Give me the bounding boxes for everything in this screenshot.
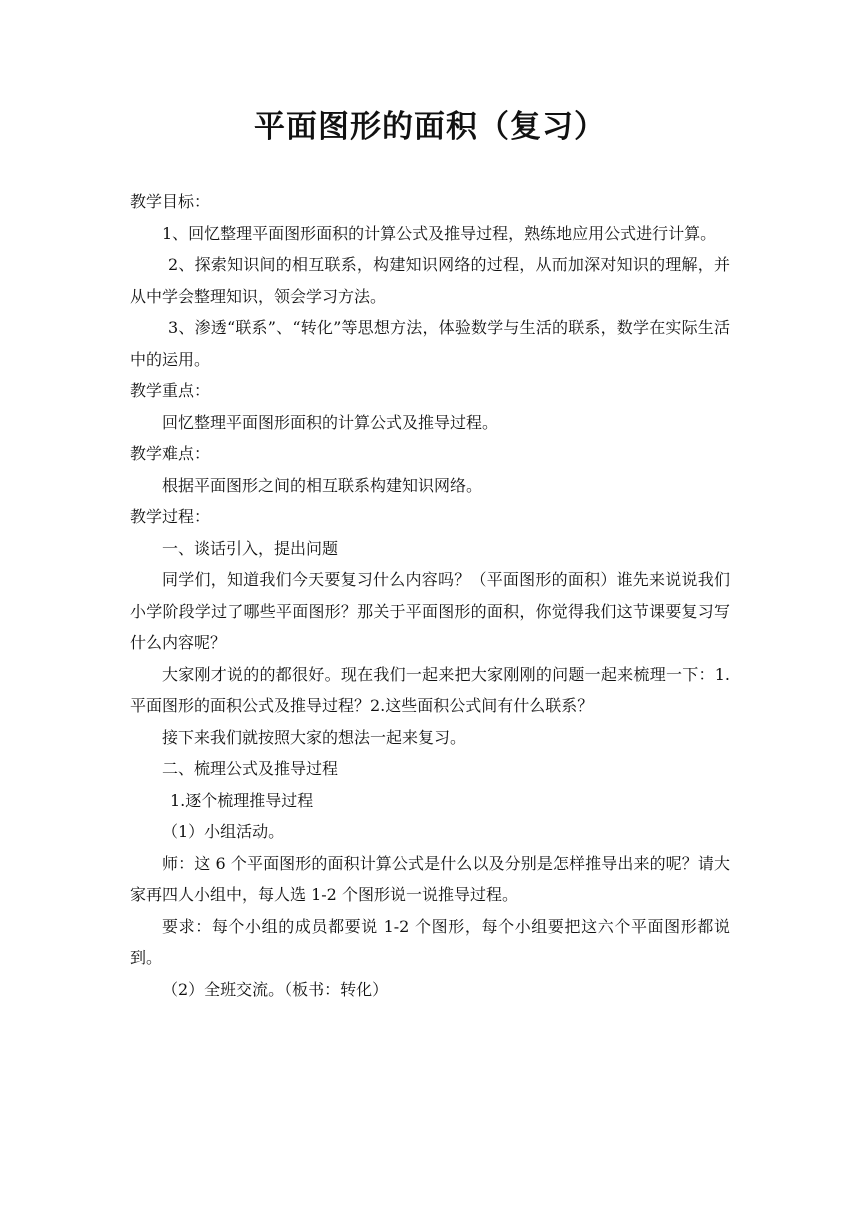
process-heading: 教学过程： [130, 507, 211, 526]
part1-paragraph-2: 大家刚才说的的都很好。现在我们一起来把大家刚刚的问题一起来梳理一下：1.平面图形的面积公式及推导过程？2.这些面积公式间有什么联系？ [130, 664, 730, 715]
difficulty-text: 根据平面图形之间的相互联系构建知识网络。 [162, 475, 483, 495]
objective-3: 3、渗透“联系”、“转化”等思想方法，体验数学与生活的联系，数学在实际生活中的运用。 [130, 318, 730, 369]
document-body [130, 186, 730, 1005]
part2-item-1: （1）小组活动。 [162, 822, 285, 841]
part2-subheading-1: 1.逐个梳理推导过程 [170, 790, 314, 810]
key-text: 回忆整理平面图形面积的计算公式及推导过程。 [162, 412, 499, 432]
key-heading: 教学重点： [130, 381, 211, 400]
part1-heading: 一、谈话引入，提出问题 [162, 538, 339, 558]
difficulty-heading: 教学难点： [130, 444, 211, 463]
part1-paragraph-1: 同学们，知道我们今天要复习什么内容吗？（平面图形的面积）谁先来说说我们小学阶段学过了哪些平面图形？那关于平面图形的面积，你觉得我们这节课要复习写什么内容呢？ [130, 570, 730, 652]
objectives-heading: 教学目标： [130, 192, 211, 211]
part2-item-2: （2）全班交流。（板书：转化） [162, 979, 389, 999]
objective-2: 2、探索知识间的相互联系，构建知识网络的过程，从而加深对知识的理解，并从中学会整理知识，领会学习方法。 [130, 255, 730, 306]
part2-paragraph-2: 要求：每个小组的成员都要说 1-2 个图形，每个小组要把这六个平面图形都说到。 [130, 916, 730, 967]
objective-1: 1、回忆整理平面图形面积的计算公式及推导过程，熟练地应用公式进行计算。 [162, 223, 717, 243]
part2-heading: 二、梳理公式及推导过程 [162, 759, 339, 778]
part1-paragraph-3: 接下来我们就按照大家的想法一起来复习。 [162, 727, 467, 747]
part2-paragraph-1: 师：这 6 个平面图形的面积计算公式是什么以及分别是怎样推导出来的呢？请大家再四人小组中，每人选 1-2 个图形说一说推导过程。 [130, 853, 730, 904]
document-title: 平面图形的面积（复习） [254, 109, 606, 145]
